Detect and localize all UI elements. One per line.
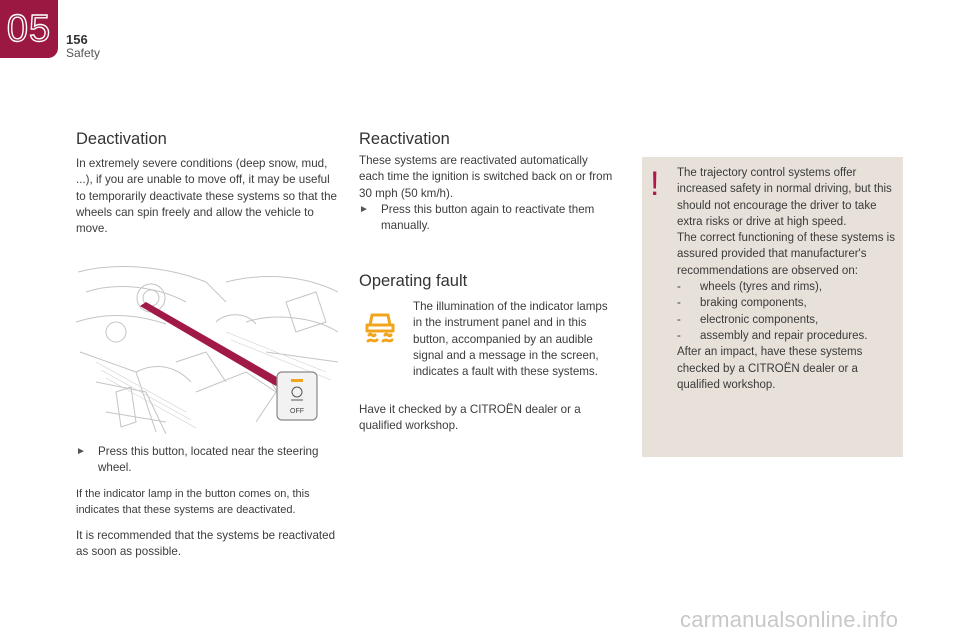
deactivation-note: If the indicator lamp in the button comes on, this indicates that these systems are deactivated. (76, 488, 310, 516)
warning-list-item: - electronic components, (677, 313, 819, 326)
page-number: 156 (66, 32, 88, 47)
deactivation-step-text: Press this button, located near the steering wheel. (98, 445, 319, 475)
warning-list-item: - assembly and repair procedures. (677, 329, 868, 342)
operating-fault-check: Have it checked by a CITROËN dealer or a qualified workshop. (359, 403, 581, 433)
warning-intro: The trajectory control systems offer increased safety in normal driving, but this should not encourage the driver to take extra risks or drive at high speed. (677, 167, 892, 228)
chapter-tab (0, 0, 58, 58)
reactivation-step-text: Press this button again to reactivate them manually. (381, 203, 595, 233)
warning-condition: The correct functioning of these systems is assured provided that manufacturer's recommendations are observed on: (677, 232, 895, 277)
deactivation-step (76, 444, 338, 477)
reactivation-intro: These systems are reactivated automatically each time the ignition is switched back on or from 30 mph (50 km/h). (359, 154, 613, 200)
chapter-number: 05 (6, 7, 52, 50)
section-title: Safety (66, 46, 101, 60)
watermark: carmanualsonline.info (680, 607, 899, 632)
operating-fault-heading: Operating fault (359, 272, 468, 290)
deactivation-recommend: It is recommended that the systems be reactivated as soon as possible. (76, 529, 336, 559)
warning-text (677, 165, 895, 393)
reactivation-heading: Reactivation (359, 130, 450, 148)
warning-exclamation-icon: ! (650, 165, 660, 203)
operating-fault-text: The illumination of the indicator lamps in the instrument panel and in this button, accompanied by an audible signal and a message in the screen, indicates a fault with these systems. (413, 300, 608, 379)
deactivation-intro: In extremely severe conditions (deep snow, mud, ...), if you are unable to move off, it may be useful to temporarily deactivate these systems so that the wheels can spin freely and allow the vehicle to move. (76, 157, 337, 236)
deactivation-heading: Deactivation (76, 130, 167, 148)
steering-area-illustration (76, 262, 338, 434)
bullet-arrow-icon: ► (359, 204, 369, 215)
warning-list-item: - wheels (tyres and rims), (677, 281, 823, 294)
warning-list-item: - braking components, (677, 297, 807, 310)
warning-after: After an impact, have these systems checked by a CITROËN dealer or a qualified workshop. (677, 346, 863, 391)
reactivation-step (359, 202, 614, 235)
bullet-arrow-icon: ► (76, 446, 86, 457)
off-button-label: OFF (290, 408, 304, 415)
skid-warning-icon (360, 305, 400, 345)
